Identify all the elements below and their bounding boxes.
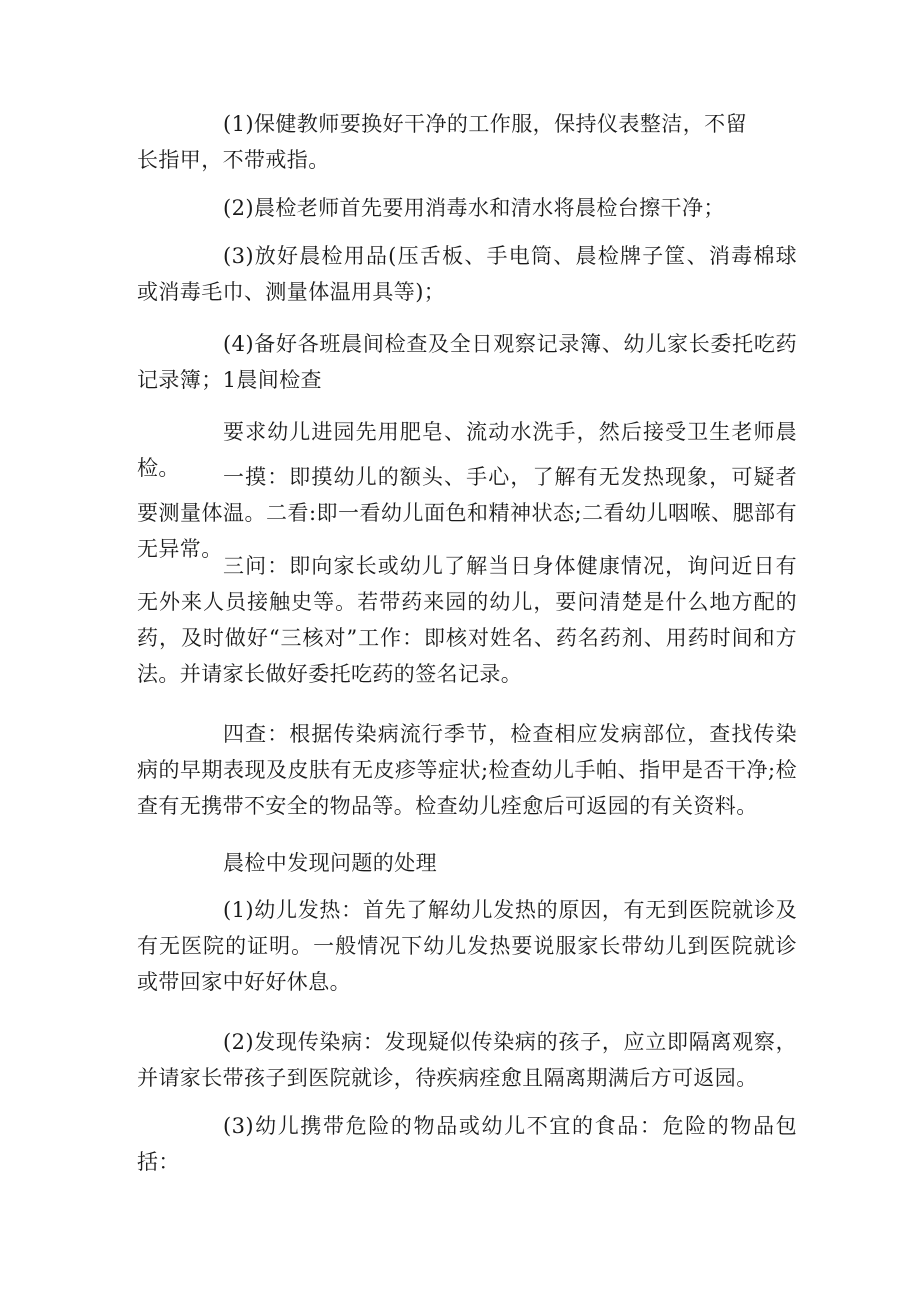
paragraph-10: (2)发现传染病：发现疑似传染病的孩子，应立即隔离观察，并请家长带孩子到医院就诊，待疾病痊愈且隔离期满后方可返园。 bbox=[137, 1030, 797, 1090]
paragraph-6: 一摸：即摸幼儿的额头、手心，了解有无发热现象，可疑者要测量体温。二看:即一看幼儿面色和精神状态;二看幼儿咽喉、腮部有无异常。 bbox=[137, 465, 797, 561]
paragraph-5: 要求幼儿进园先用肥皂、流动水洗手，然后接受卫生老师晨检。 bbox=[137, 420, 797, 480]
paragraph-9: (1)幼儿发热：首先了解幼儿发热的原因，有无到医院就诊及有无医院的证明。一般情况下幼儿发热要说服家长带幼儿到医院就诊或带回家中好好休息。 bbox=[137, 898, 797, 994]
paragraph-3: (3)放好晨检用品(压舌板、手电筒、晨检牌子筐、消毒棉球或消毒毛巾、测量体温用具等)； bbox=[137, 244, 797, 304]
section-heading: 晨检中发现问题的处理 bbox=[223, 851, 437, 875]
paragraph-7: 三问：即向家长或幼儿了解当日身体健康情况，询问近日有无外来人员接触史等。若带药来园的幼儿，要问清楚是什么地方配的药，及时做好“三核对”工作：即核对姓名、药名药剂、用药时间和方法。并请家长做好委托吃药的签名记录。 bbox=[137, 554, 797, 686]
paragraph-1: (1)保健教师要换好干净的工作服，保持仪表整洁，不留长指甲，不带戒指。 bbox=[137, 112, 747, 172]
paragraph-2: (2)晨检老师首先要用消毒水和清水将晨检台擦干净； bbox=[223, 196, 725, 220]
paragraph-4: (4)备好各班晨间检查及全日观察记录簿、幼儿家长委托吃药记录簿；1晨间检查 bbox=[137, 332, 797, 392]
paragraph-8: 四查：根据传染病流行季节，检查相应发病部位，查找传染病的早期表现及皮肤有无皮疹等症状;检查幼儿手帕、指甲是否干净;检查有无携带不安全的物品等。检查幼儿痊愈后可返园的有关资料。 bbox=[137, 722, 797, 818]
paragraph-11: (3)幼儿携带危险的物品或幼儿不宜的食品：危险的物品包括： bbox=[137, 1114, 797, 1174]
